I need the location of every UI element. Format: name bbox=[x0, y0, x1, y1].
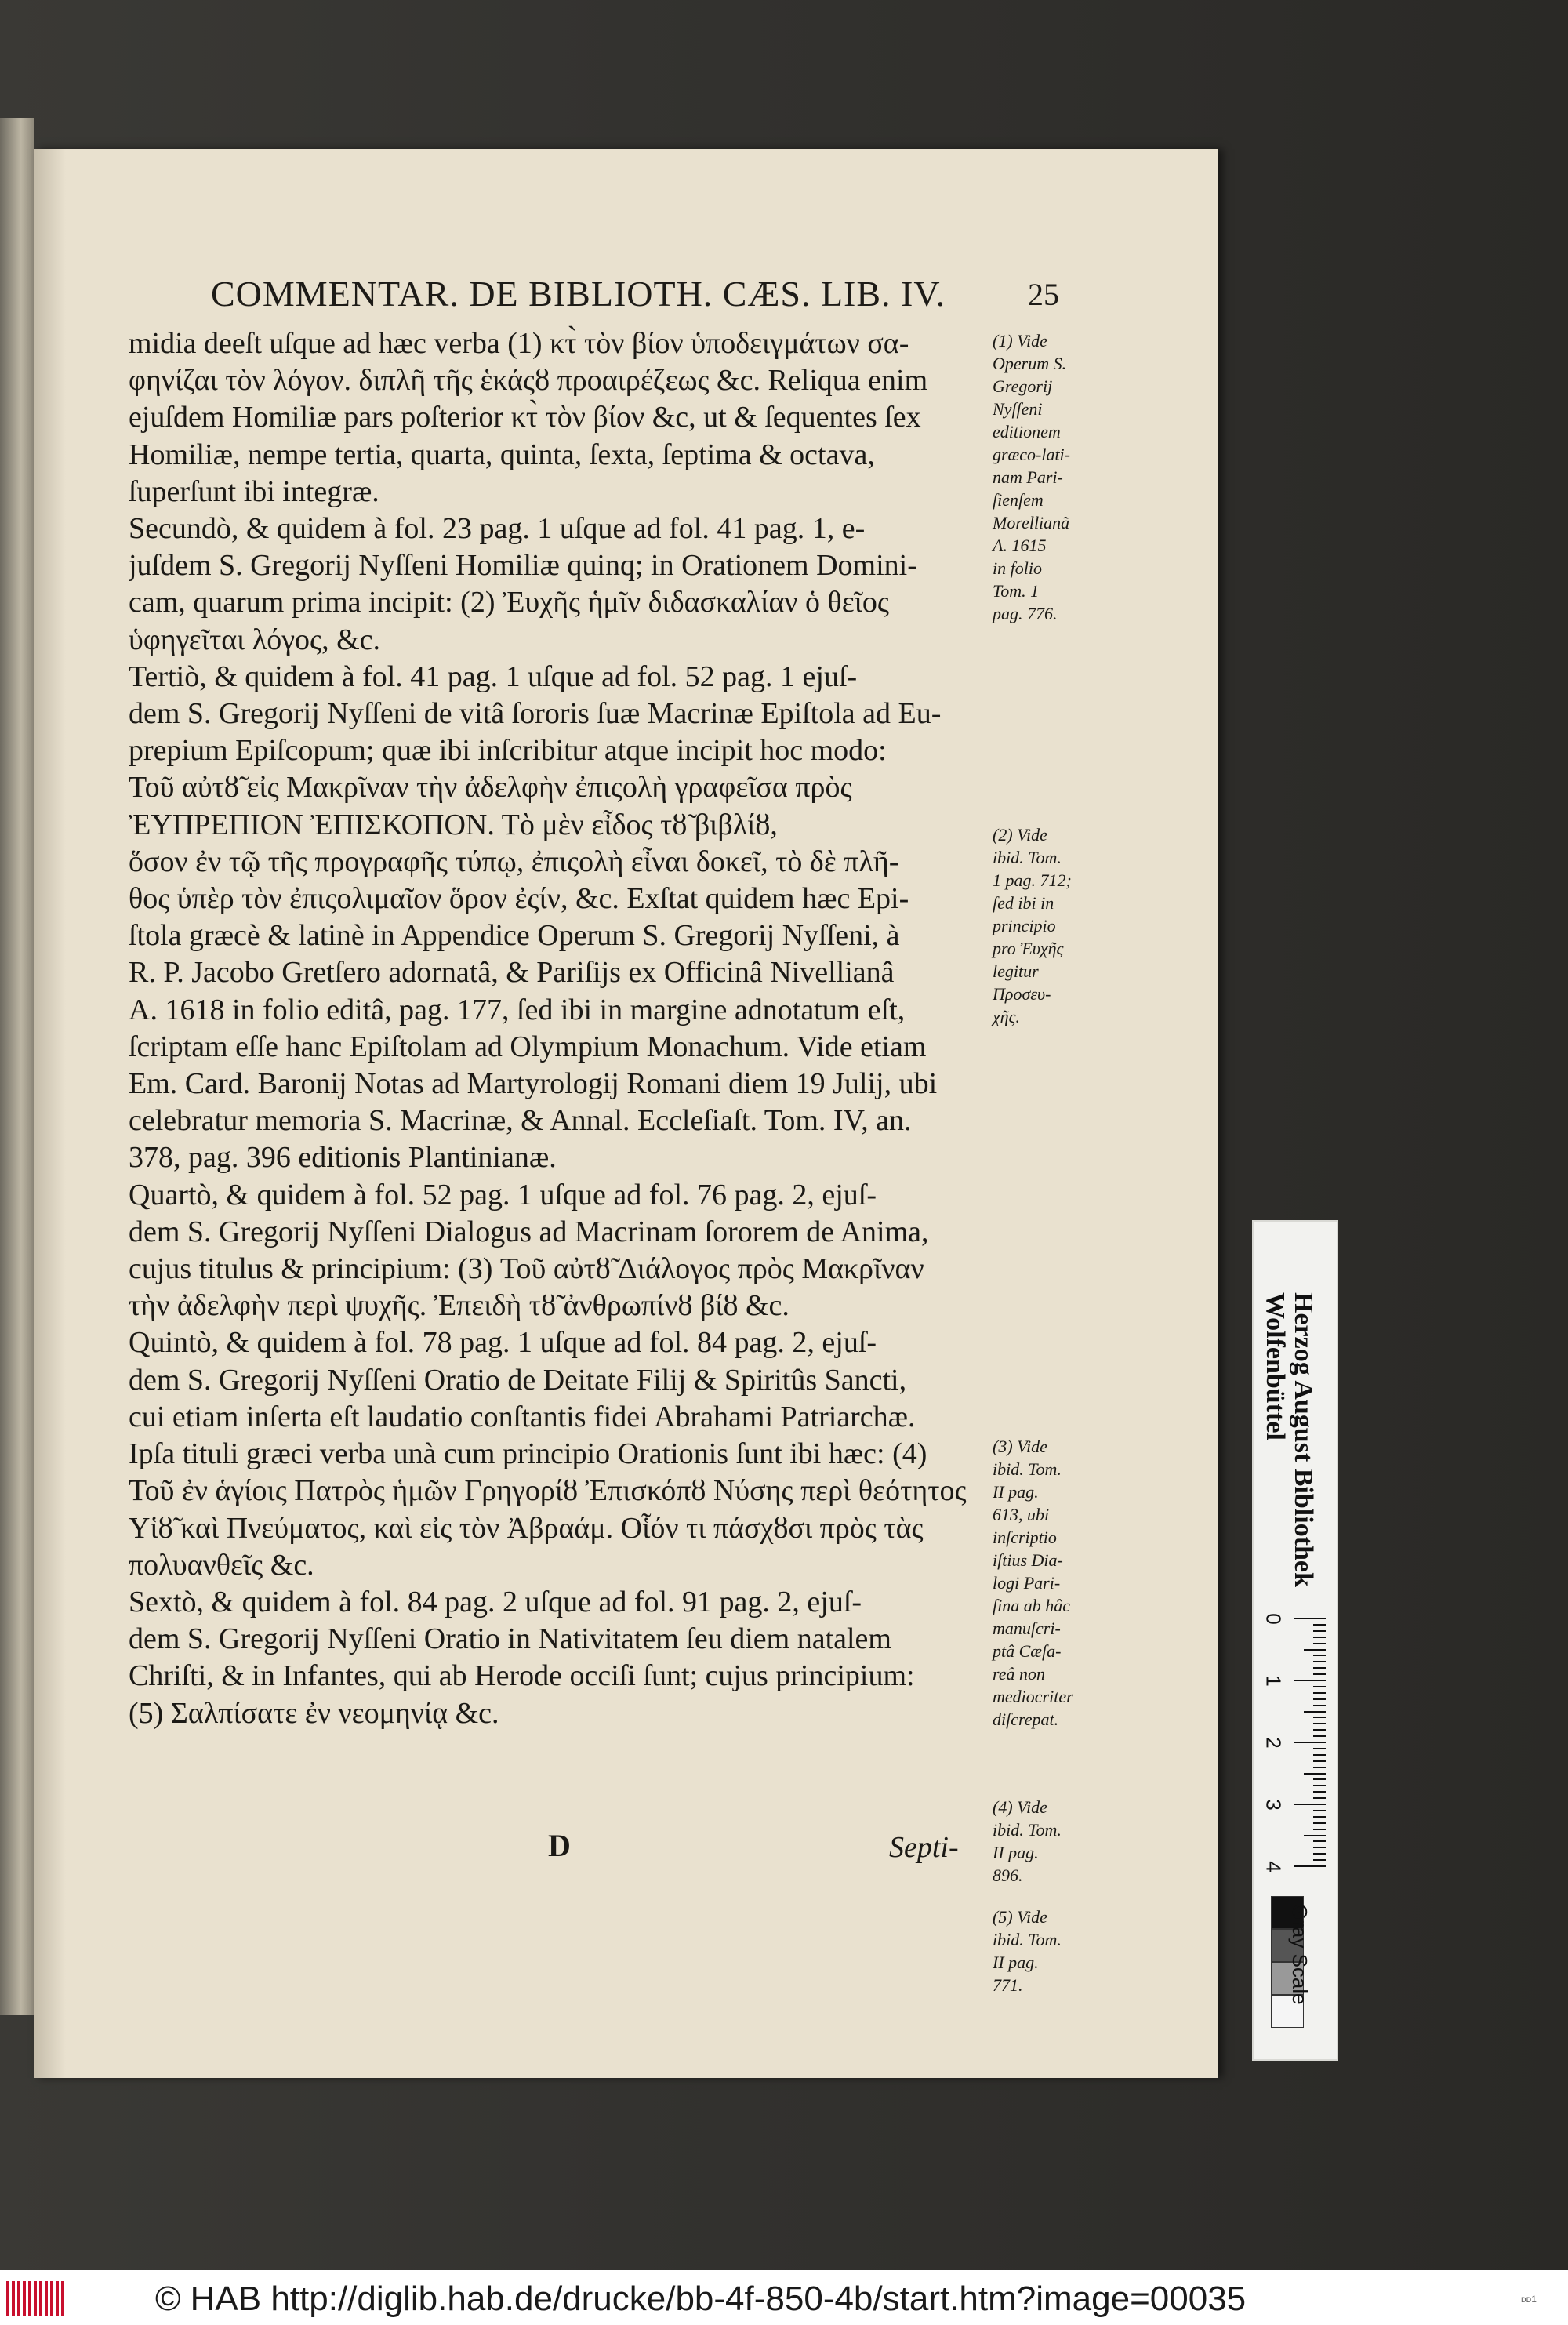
library-city: Wolfenbüttel bbox=[1261, 1292, 1290, 1440]
margin-note-line: diſcrepat. bbox=[993, 1709, 1059, 1729]
ruler-tick bbox=[1313, 1767, 1326, 1768]
margin-note-line: manuſcri- bbox=[993, 1618, 1061, 1638]
ruler-tick bbox=[1304, 1835, 1326, 1836]
margin-note-line: ibid. Tom. bbox=[993, 1930, 1062, 1949]
margin-note-line: χῆς. bbox=[993, 1007, 1021, 1026]
text-line: ſuperſunt ibi integræ. bbox=[129, 474, 379, 508]
text-line: dem S. Gregorij Nyſſeni Oratio de Deitate Filij & Spiritûs Sancti, bbox=[129, 1363, 907, 1397]
text-line: Τοῦ ἐν ἁγίοις Πατρὸς ἡμῶν Γρηγορίȣ Ἐπισκόπȣ Νύσης περὶ θεότητος bbox=[129, 1474, 967, 1508]
margin-note-line: (4) Vide bbox=[993, 1797, 1047, 1817]
margin-note bbox=[993, 823, 1072, 1028]
ruler-tick bbox=[1313, 1797, 1326, 1799]
text-line: Em. Card. Baronij Notas ad Martyrologij Romani diem 19 Julij, ubi bbox=[129, 1067, 938, 1101]
margin-note-line: ſina ab hâc bbox=[993, 1596, 1070, 1615]
margin-note-line: pag. 776. bbox=[993, 604, 1058, 623]
ruler-tick bbox=[1313, 1667, 1326, 1669]
ruler-tick bbox=[1313, 1729, 1326, 1731]
margin-note-line: Operum S. bbox=[993, 354, 1067, 373]
ruler bbox=[1254, 1613, 1337, 1876]
margin-note-line: iſtius Dia- bbox=[993, 1550, 1063, 1570]
text-line: dem S. Gregorij Nyſſeni Oratio in Nativitatem ſeu diem natalem bbox=[129, 1622, 891, 1656]
ruler-tick bbox=[1304, 1711, 1326, 1713]
footer-bar bbox=[0, 2270, 1568, 2325]
ruler-tick bbox=[1313, 1723, 1326, 1724]
text-line: Secundò, & quidem à fol. 23 pag. 1 uſque ad fol. 41 pag. 1, e- bbox=[129, 512, 866, 546]
ruler-tick bbox=[1313, 1717, 1326, 1718]
ruler-tick bbox=[1313, 1785, 1326, 1786]
margin-note-line: (5) Vide bbox=[993, 1907, 1047, 1927]
margin-note-line: editionem bbox=[993, 422, 1061, 441]
ruler-tick bbox=[1313, 1661, 1326, 1662]
text-line: Quintò, & quidem à fol. 78 pag. 1 uſque ad fol. 84 pag. 2, ejuſ- bbox=[129, 1326, 877, 1360]
text-line: cujus titulus & principium: (3) Τοῦ αὐτȣ̃ Διάλογος πρὸς Μακρῖναν bbox=[129, 1252, 924, 1286]
ruler-tick bbox=[1313, 1853, 1326, 1855]
page-number: 25 bbox=[1028, 277, 1059, 312]
ruler-tick bbox=[1313, 1778, 1326, 1780]
text-line: πολυανθεῖς &c. bbox=[129, 1548, 314, 1582]
ruler-number: 1 bbox=[1261, 1675, 1286, 1687]
text-line: φηνίζαι τὸν λόγον. διπλῆ τῆς ἑκάςȣ προαιρέζεως &c. Reliqua enim bbox=[129, 364, 928, 398]
ruler-tick bbox=[1313, 1829, 1326, 1830]
margin-note-line: A. 1615 bbox=[993, 536, 1047, 555]
margin-note-line: principio bbox=[993, 916, 1056, 935]
margin-note-line: in folio bbox=[993, 558, 1042, 578]
margin-note-line: reâ non bbox=[993, 1664, 1046, 1684]
text-line: prepium Epiſcopum; quæ ibi inſcribitur atque incipit hoc modo: bbox=[129, 734, 887, 768]
text-line: Τοῦ αὐτȣ̃ εἰς Μακρῖναν τὴν ἀδελφὴν ἐπιςολὴ γραφεῖσα πρὸς bbox=[129, 771, 852, 805]
ruler-number: 0 bbox=[1261, 1613, 1286, 1625]
text-line: ἘΥΠΡΕΠΙΟΝ ἘΠΙΣΚΟΠΟΝ. Τὸ μὲν εἶδος τȣ̃ βιβλίȣ, bbox=[129, 808, 778, 841]
margin-note-line: II pag. bbox=[993, 1843, 1039, 1862]
margin-note bbox=[993, 1435, 1073, 1731]
left-page-edge bbox=[0, 118, 34, 2015]
margin-note-line: Προσευ- bbox=[993, 984, 1051, 1004]
text-line: (5) Σαλπίσατε ἐν νεομηνίᾳ &c. bbox=[129, 1696, 499, 1730]
main-text-block bbox=[129, 325, 1030, 1732]
text-line: A. 1618 in folio editâ, pag. 177, ſed ibi in margine adnotatum eſt, bbox=[129, 993, 906, 1026]
margin-note-line: 771. bbox=[993, 1975, 1023, 1995]
text-line: Sextò, & quidem à fol. 84 pag. 2 uſque ad fol. 91 pag. 2, ejuſ- bbox=[129, 1585, 862, 1618]
margin-note-line: II pag. bbox=[993, 1953, 1039, 1972]
text-line: ſcriptam eſſe hanc Epiſtolam ad Olympium Monachum. Vide etiam bbox=[129, 1030, 927, 1063]
ruler-tick bbox=[1313, 1791, 1326, 1793]
ruler-tick bbox=[1304, 1649, 1326, 1651]
ruler-tick bbox=[1313, 1698, 1326, 1700]
margin-note-line: logi Pari- bbox=[993, 1573, 1061, 1593]
catchword: Septi- bbox=[889, 1831, 959, 1864]
footer-corner-mark: ᴅᴅ1 bbox=[1521, 2294, 1537, 2305]
text-line: midia deeſt uſque ad hæc verba (1) κτ̀ τὸν βίον ὑποδειγμάτων σα- bbox=[129, 327, 909, 360]
margin-note-line: (3) Vide bbox=[993, 1437, 1047, 1456]
text-line: cui etiam inſerta eſt laudatio conſtantis fidei Abrahami Patriarchæ. bbox=[129, 1400, 916, 1433]
ruler-tick bbox=[1313, 1630, 1326, 1632]
margin-note-line: (1) Vide bbox=[993, 331, 1047, 351]
margin-note-line: ibid. Tom. bbox=[993, 1820, 1062, 1840]
ruler-tick bbox=[1313, 1735, 1326, 1737]
margin-note bbox=[993, 1796, 1062, 1887]
ruler-tick bbox=[1313, 1637, 1326, 1638]
text-line: ὅσον ἐν τῷ τῆς προγραφῆς τύπῳ, ἐπιςολὴ εἶναι δοκεῖ, τὸ δὲ πλῆ- bbox=[129, 845, 899, 878]
ruler-tick bbox=[1313, 1673, 1326, 1675]
ruler-tick bbox=[1313, 1748, 1326, 1749]
ruler-number: 4 bbox=[1261, 1861, 1286, 1873]
margin-note-line: græco-lati- bbox=[993, 445, 1070, 464]
text-line: Ipſa tituli græci verba unà cum principio Orationis ſunt ibi hæc: (4) bbox=[129, 1437, 927, 1471]
ruler-tick bbox=[1313, 1705, 1326, 1706]
margin-note-line: ibid. Tom. bbox=[993, 1459, 1062, 1479]
footer-credit-link[interactable]: © HAB http://diglib.hab.de/drucke/bb-4f-850-4b/start.htm?image=00035 bbox=[155, 2280, 1247, 2318]
text-line: dem S. Gregorij Nyſſeni Dialogus ad Macrinam ſororem de Anima, bbox=[129, 1215, 929, 1248]
running-head bbox=[176, 273, 1116, 320]
margin-note-line: ſed ibi in bbox=[993, 893, 1054, 913]
margin-note-line: mediocriter bbox=[993, 1687, 1073, 1706]
margin-note-line: ptâ Cæſa- bbox=[993, 1641, 1062, 1661]
book-page bbox=[34, 149, 1218, 2078]
ruler-tick bbox=[1313, 1643, 1326, 1644]
margin-note-line: 1 pag. 712; bbox=[993, 870, 1072, 890]
margin-note-line: Gregorij bbox=[993, 376, 1053, 396]
ruler-tick bbox=[1313, 1822, 1326, 1824]
ruler-tick bbox=[1294, 1865, 1326, 1867]
text-line: τὴν ἀδελφὴν περὶ ψυχῆς. Ἐπειδὴ τȣ̃ ἀνθρωπίνȣ βίȣ &c. bbox=[129, 1289, 789, 1323]
running-title: COMMENTAR. DE BIBLIOTH. CÆS. LIB. IV. bbox=[211, 274, 946, 314]
ruler-tick bbox=[1313, 1816, 1326, 1818]
margin-note-line: II pag. bbox=[993, 1482, 1039, 1502]
text-line: 378, pag. 396 editionis Plantinianæ. bbox=[129, 1141, 557, 1175]
margin-note bbox=[993, 1905, 1062, 1996]
ruler-tick bbox=[1313, 1754, 1326, 1756]
ruler-number: 2 bbox=[1261, 1737, 1286, 1749]
ruler-tick bbox=[1313, 1760, 1326, 1762]
margin-note-line: inſcriptio bbox=[993, 1528, 1057, 1547]
text-line: celebratur memoria S. Macrinæ, & Annal. Eccleſiaſt. Tom. IV, an. bbox=[129, 1104, 912, 1138]
margin-note-line: Nyſſeni bbox=[993, 399, 1043, 419]
text-line: ſtola græcè & latinè in Appendice Operum S. Gregorij Nyſſeni, à bbox=[129, 919, 900, 953]
ruler-tick bbox=[1313, 1655, 1326, 1656]
text-line: Tertiò, & quidem à fol. 41 pag. 1 uſque ad fol. 52 pag. 1 ejuſ- bbox=[129, 659, 858, 693]
margin-note-line: nam Pari- bbox=[993, 467, 1063, 487]
ruler-tick bbox=[1313, 1810, 1326, 1811]
text-line: cam, quarum prima incipit: (2) Ἐυχῆς ἡμῖν διδασκαλίαν ὁ θεῖος bbox=[129, 586, 889, 619]
ruler-tick bbox=[1313, 1624, 1326, 1626]
margin-note-line: ibid. Tom. bbox=[993, 848, 1062, 867]
signature-mark: D bbox=[548, 1828, 571, 1863]
hab-logo-icon bbox=[6, 2281, 66, 2316]
text-line: θος ὑπὲρ τὸν ἐπιςολιμαῖον ὅρον ἐςίν, &c. Exſtat quidem hæc Epi- bbox=[129, 882, 909, 916]
ruler-tick bbox=[1294, 1742, 1326, 1743]
text-line: Υἱȣ̃ καὶ Πνεύματος, καὶ εἰς τὸν Ἀβραάμ. Οἷόν τι πάσχȣσι πρὸς τὰς bbox=[129, 1511, 924, 1545]
text-line: R. P. Jacobo Gretſero adornatâ, & Pariſijs ex Officinâ Nivellianâ bbox=[129, 956, 895, 990]
ruler-tick bbox=[1313, 1859, 1326, 1861]
text-line: ejuſdem Homiliæ pars poſterior κτ̀ τὸν βίον &c, ut & ſequentes ſex bbox=[129, 401, 921, 434]
margin-note-line: 613, ubi bbox=[993, 1505, 1050, 1524]
margin-note-line: 896. bbox=[993, 1865, 1023, 1885]
ruler-tick bbox=[1304, 1773, 1326, 1775]
ruler-tick bbox=[1313, 1692, 1326, 1694]
margin-note-line: pro Ἐυχῆς bbox=[993, 939, 1064, 958]
text-line: dem S. Gregorij Nyſſeni de vitâ ſororis ſuæ Macrinæ Epiſtola ad Eu- bbox=[129, 697, 942, 731]
margin-note-line: (2) Vide bbox=[993, 825, 1047, 845]
ruler-tick bbox=[1313, 1840, 1326, 1842]
ruler-tick bbox=[1313, 1847, 1326, 1848]
ruler-tick bbox=[1294, 1618, 1326, 1619]
text-line: Homiliæ, nempe tertia, quarta, quinta, ſexta, ſeptima & octava, bbox=[129, 438, 875, 471]
ruler-tick bbox=[1294, 1680, 1326, 1681]
ruler-number: 3 bbox=[1261, 1799, 1286, 1811]
color-scale-bar bbox=[1252, 1220, 1338, 2061]
library-name: Herzog August Bibliothek bbox=[1289, 1292, 1318, 1587]
text-line: ὑφηγεῖται λόγος, &c. bbox=[129, 623, 381, 656]
margin-note-line: Tom. 1 bbox=[993, 581, 1040, 601]
margin-note-line: Morellianã bbox=[993, 513, 1070, 532]
text-line: juſdem S. Gregorij Nyſſeni Homiliæ quinq; in Orationem Domini- bbox=[129, 549, 917, 583]
gray-scale-label: Gray Scale bbox=[1288, 1904, 1312, 2005]
text-line: Quartò, & quidem à fol. 52 pag. 1 uſque ad fol. 76 pag. 2, ejuſ- bbox=[129, 1178, 877, 1212]
margin-note-line: legitur bbox=[993, 961, 1039, 981]
margin-note bbox=[993, 329, 1070, 625]
margin-note-line: ſienſem bbox=[993, 490, 1044, 510]
ruler-tick bbox=[1294, 1804, 1326, 1805]
ruler-tick bbox=[1313, 1686, 1326, 1687]
text-line: Chriſti, & in Infantes, qui ab Herode occiſi ſunt; cujus principium: bbox=[129, 1659, 915, 1693]
